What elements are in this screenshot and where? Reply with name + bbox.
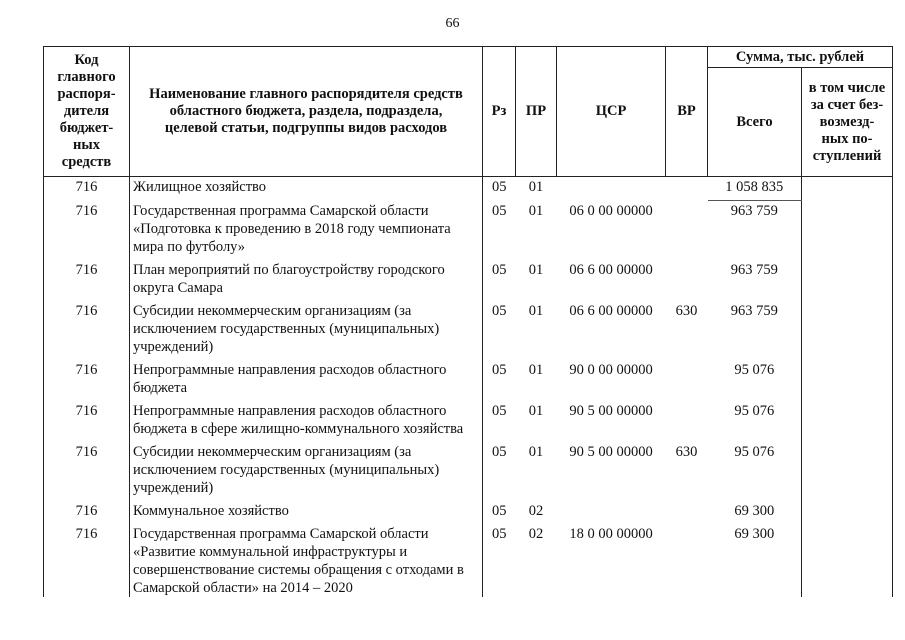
row-pr: 01	[528, 179, 544, 195]
table-body	[44, 177, 893, 597]
row-vr	[666, 401, 708, 442]
row-csr: 90 0 00 00000	[569, 361, 653, 378]
row-total: 95 076	[734, 443, 775, 460]
row-code: 716	[44, 201, 130, 260]
header-rz: Рз	[483, 47, 516, 177]
table-row	[44, 524, 893, 597]
row-pr: 01	[528, 202, 544, 219]
row-free	[802, 360, 893, 401]
row-csr: 06 6 00 00000	[569, 302, 653, 319]
row-vr: 630	[675, 302, 698, 319]
table-header	[44, 47, 893, 177]
row-code: 716	[44, 524, 130, 597]
row-vr	[666, 177, 708, 201]
row-name: Субсидии некоммерческим организациям (за исключением государственных (муниципальных) учреждений)	[130, 301, 483, 360]
row-total: 963 759	[730, 203, 778, 219]
row-name: Непрограммные направления расходов областного бюджета	[130, 360, 483, 401]
table-row	[44, 501, 893, 524]
budget-table	[43, 46, 893, 597]
header-pr: ПР	[516, 47, 557, 177]
row-csr: 90 5 00 00000	[569, 402, 653, 419]
row-vr	[666, 360, 708, 401]
row-code: 716	[44, 301, 130, 360]
row-free	[802, 301, 893, 360]
row-pr: 01	[528, 261, 544, 278]
row-total: 95 076	[734, 402, 775, 419]
row-code: 716	[44, 442, 130, 501]
row-pr: 02	[528, 525, 544, 542]
row-rz: 05	[492, 179, 507, 195]
row-csr: 06 0 00 00000	[569, 202, 653, 219]
header-sum: Сумма, тыс. рублей	[708, 47, 893, 68]
header-code: Код главного распоря- дителя бюджет- ных средств	[44, 47, 130, 177]
table-row	[44, 360, 893, 401]
row-total: 963 759	[730, 302, 778, 319]
header-name: Наименование главного распорядителя средств областного бюджета, раздела, подраздела, целевой статьи, подгруппы видов расходов	[130, 47, 483, 177]
row-code: 716	[44, 401, 130, 442]
header-csr: ЦСР	[557, 47, 666, 177]
row-pr: 01	[528, 302, 544, 319]
table-row	[44, 301, 893, 360]
row-total: 963 759	[730, 261, 778, 278]
row-total: 95 076	[734, 361, 775, 378]
row-name: Государственная программа Самарской области «Подготовка к проведению в 2018 году чемпионата мира по футболу»	[130, 201, 483, 260]
row-name: Непрограммные направления расходов областного бюджета в сфере жилищно-коммунального хозяйства	[130, 401, 483, 442]
table-row	[44, 201, 893, 260]
row-vr	[666, 260, 708, 301]
header-free: в том числе за счет без- возмезд- ных по- ступлений	[802, 68, 893, 177]
row-rz: 05	[492, 261, 507, 278]
row-name: План мероприятий по благоустройству городского округа Самара	[130, 260, 483, 301]
table-row	[44, 177, 893, 201]
row-pr: 02	[528, 502, 544, 519]
row-free	[802, 501, 893, 524]
row-free	[802, 401, 893, 442]
row-csr	[557, 177, 666, 201]
row-vr	[666, 501, 708, 524]
row-rz: 05	[492, 443, 507, 460]
header-total: Всего	[708, 68, 802, 177]
row-csr: 90 5 00 00000	[569, 443, 653, 460]
row-free	[802, 260, 893, 301]
row-total: 69 300	[734, 525, 775, 542]
row-rz: 05	[492, 361, 507, 378]
row-pr: 01	[528, 361, 544, 378]
row-name: Государственная программа Самарской области «Развитие коммунальной инфраструктуры и совершенствование системы обращения с отходами в Самарской области» на 2014 – 2020	[130, 524, 483, 597]
row-total: 1 058 835	[708, 177, 802, 201]
row-code: 716	[44, 360, 130, 401]
row-free	[802, 524, 893, 597]
table-row	[44, 260, 893, 301]
row-rz: 05	[492, 202, 507, 219]
table-row	[44, 442, 893, 501]
row-code: 716	[44, 260, 130, 301]
row-total: 69 300	[734, 502, 775, 519]
header-vr: ВР	[666, 47, 708, 177]
row-rz: 05	[492, 525, 507, 542]
row-rz: 05	[492, 302, 507, 319]
row-pr: 01	[528, 443, 544, 460]
table-row	[44, 401, 893, 442]
row-rz: 05	[492, 502, 507, 519]
row-name: Субсидии некоммерческим организациям (за исключением государственных (муниципальных) учреждений)	[130, 442, 483, 501]
row-pr: 01	[528, 402, 544, 419]
row-csr: 18 0 00 00000	[569, 525, 653, 542]
row-rz: 05	[492, 402, 507, 419]
row-vr	[666, 201, 708, 260]
row-code: 716	[44, 177, 130, 201]
row-name: Коммунальное хозяйство	[130, 501, 483, 524]
row-code: 716	[44, 501, 130, 524]
row-vr: 630	[675, 443, 698, 460]
row-free	[802, 201, 893, 260]
page-number: 66	[445, 16, 460, 31]
row-free	[802, 442, 893, 501]
row-free	[802, 177, 893, 201]
row-vr	[666, 524, 708, 597]
row-csr: 06 6 00 00000	[569, 261, 653, 278]
row-csr	[557, 501, 666, 524]
row-name: Жилищное хозяйство	[130, 177, 483, 201]
